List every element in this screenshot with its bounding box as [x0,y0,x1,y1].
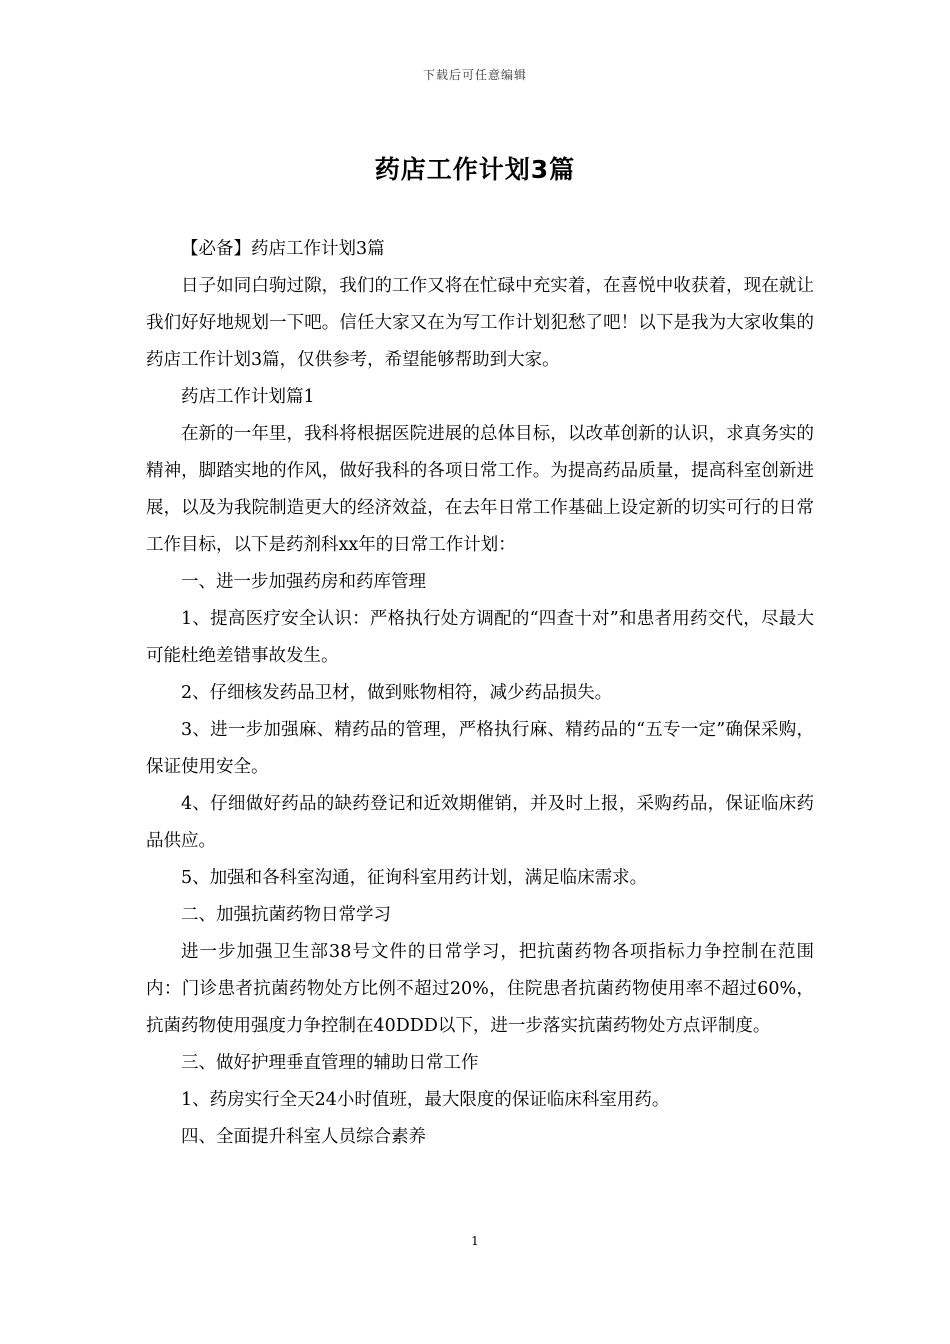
paragraph-heading: 四、全面提升科室人员综合素养 [181,1127,426,1147]
page-number: 1 [471,1234,479,1248]
paragraph: 进一步加强卫生部38号文件的日常学习，把抗菌药物各项指标力争控制在范围内：门诊患者抗菌药物处方比例不超过20%，住院患者抗菌药物使用率不超过60%，抗菌药物使用强度力争控制在40DDD以下，进一步落实抗菌药物处方点评制度。 [146,942,814,1036]
paragraph: 1、药房实行全天24小时值班，最大限度的保证临床科室用药。 [181,1090,670,1110]
document-body [146,231,814,1156]
paragraph-heading: 一、进一步加强药房和药库管理 [181,572,426,592]
paragraph-intro: 日子如同白驹过隙，我们的工作又将在忙碌中充实着，在喜悦中收获着，现在就让我们好好地规划一下吧。信任大家又在为写工作计划犯愁了吧！以下是我为大家收集的药店工作计划3篇，仅供参考，希望能够帮助到大家。 [146,276,814,370]
paragraph-intro-heading: 【必备】药店工作计划3篇 [181,239,385,259]
paragraph: 2、仔细核发药品卫材，做到账物相符，减少药品损失。 [181,683,613,703]
document-title: 药店工作计划3篇 [374,155,576,184]
paragraph: 4、仔细做好药品的缺药登记和近效期催销，并及时上报，采购药品，保证临床药品供应。 [146,794,814,851]
paragraph: 5、加强和各科室沟通，征询科室用药计划，满足临床需求。 [181,868,648,888]
paragraph: 1、提高医疗安全认识：严格执行处方调配的“四查十对”和患者用药交代，尽最大可能杜绝差错事故发生。 [146,609,814,666]
header-note: 下载后可任意编辑 [422,68,527,82]
paragraph: 3、进一步加强麻、精药品的管理，严格执行麻、精药品的“五专一定”确保采购，保证使用安全。 [146,720,814,777]
paragraph-heading: 二、加强抗菌药物日常学习 [181,905,391,925]
paragraph-section-title: 药店工作计划篇1 [181,387,315,407]
paragraph: 在新的一年里，我科将根据医院进展的总体目标，以改革创新的认识，求真务实的精神，脚踏实地的作风，做好我科的各项日常工作。为提高药品质量，提高科室创新进展，以及为我院制造更大的经济效益，在去年日常工作基础上设定新的切实可行的日常工作目标，以下是药剂科xx年的日常工作计划： [146,424,814,555]
paragraph-heading: 三、做好护理垂直管理的辅助日常工作 [181,1053,479,1073]
